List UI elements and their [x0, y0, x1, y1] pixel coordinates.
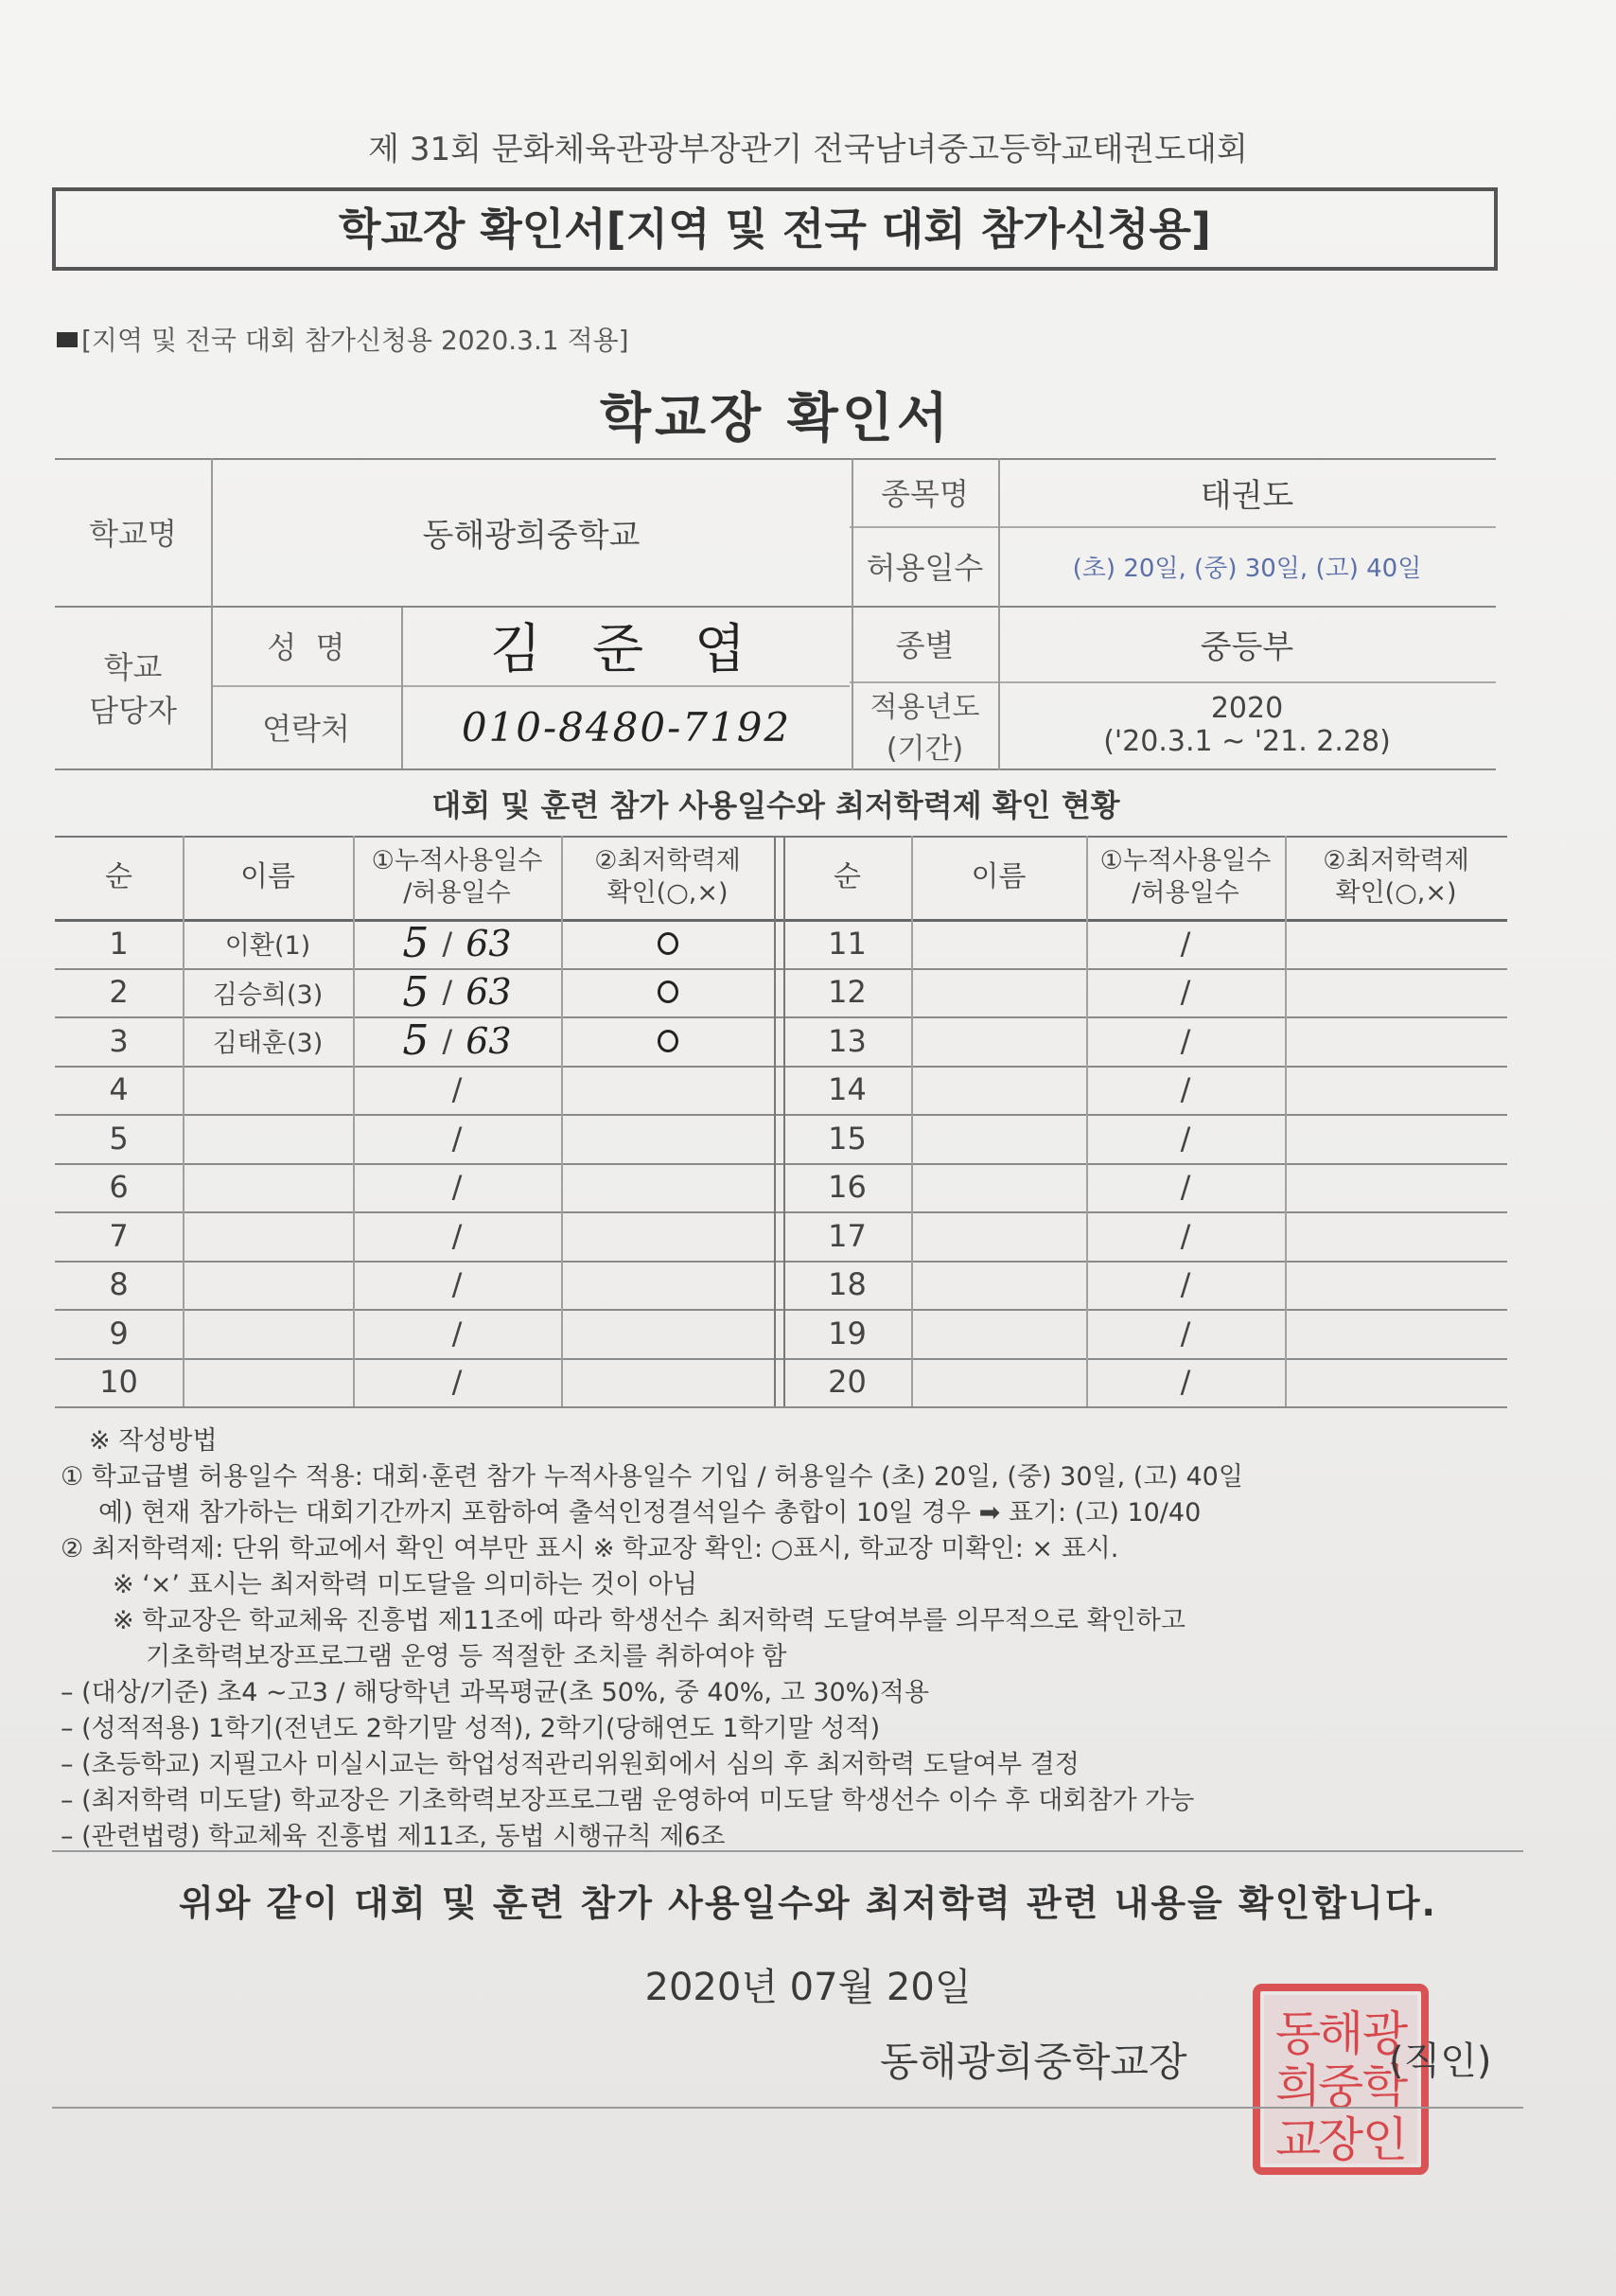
instruction-line: – (관련법령) 학교체육 진흥법 제11조, 동법 시행규칙 제6조: [61, 1822, 726, 1851]
check-cell: [561, 968, 774, 1017]
instruction-line: 예) 현재 참가하는 대회기간까지 포함하여 출석인정결석일수 총합이 10일 경우 ➡ 표기: (고) 10/40: [98, 1498, 1202, 1528]
check-cell: [1285, 1309, 1507, 1358]
document-title: 학교장 확인서: [599, 388, 953, 450]
school-name-label: 학교명: [89, 516, 177, 552]
days-cell: [353, 1066, 561, 1115]
check-cell: [1285, 1114, 1507, 1163]
issue-date: 2020년 07월 20일: [644, 1966, 972, 2009]
header-days-left-2: /허용일수: [403, 878, 511, 908]
allowed-days-value: (초) 20일, (중) 30일, (고) 40일: [1072, 554, 1422, 583]
square-bullet-icon: [57, 332, 78, 347]
check-cell: [1285, 1066, 1507, 1115]
instruction-line: – (대상/기준) 초4 ~고3 / 해당학년 과목평균(초 50%, 중 40%, 고 30%)적용: [61, 1678, 929, 1707]
student-name: [911, 1066, 1086, 1115]
row-number: 14: [828, 1071, 867, 1108]
table-top-rule: [55, 836, 1507, 838]
contact-label: 연락처: [262, 711, 350, 747]
svg-text:해: 해: [1317, 2006, 1364, 2061]
student-name: [183, 1358, 353, 1407]
days-cell: [353, 1358, 561, 1407]
slash: /: [451, 1169, 463, 1206]
principal-signature-line: 동해광희중학교장: [880, 2039, 1187, 2085]
year-label-line1: 적용년도: [869, 691, 980, 724]
student-name: [183, 1309, 353, 1358]
slash: /: [442, 925, 453, 962]
slash: /: [1180, 1217, 1191, 1254]
header-check-left-1: ②최저학력제: [594, 846, 741, 876]
instruction-line: ※ 학교장은 학교체육 진흥법 제11조에 따라 학생선수 최저학력 도달여부를 의무적으로 확인하고: [113, 1606, 1186, 1635]
event-name: 제 31회 문화체육관광부장관기 전국남녀중고등학교태권도대회: [368, 131, 1248, 168]
header-check-right-1: ②최저학력제: [1323, 846, 1469, 876]
applicable-note: [57, 320, 629, 358]
row-number: 2: [109, 974, 129, 1011]
check-cell: [1285, 1016, 1507, 1066]
check-cell: [1285, 1211, 1507, 1261]
instruction-line: – (성적적용) 1학기(전년도 2학기말 성적), 2학기(당해연도 1학기말 성적): [61, 1714, 881, 1743]
bottom-rule: [52, 2107, 1523, 2109]
slash: /: [1180, 974, 1191, 1011]
slash: /: [1180, 1315, 1191, 1351]
row-number: 5: [109, 1120, 129, 1157]
instruction-line: ※ ‘×’ 표시는 최저학력 미도달을 의미하는 것이 아님: [113, 1570, 698, 1599]
check-cell: [561, 1211, 774, 1261]
slash: /: [1180, 1364, 1191, 1401]
school-name-value: 동해광희중학교: [422, 516, 641, 555]
days-cell: [353, 1261, 561, 1310]
slash: /: [1180, 1266, 1191, 1303]
row-number: 12: [828, 974, 867, 1011]
handwritten-circle-mark: [658, 932, 678, 955]
year-value: [998, 681, 1496, 768]
svg-text:광: 광: [1361, 2006, 1409, 2061]
allowed-days: 63: [465, 922, 512, 964]
manager-label: [55, 606, 211, 768]
row-number: 16: [828, 1169, 867, 1206]
check-cell: [1285, 1261, 1507, 1310]
row-number: 3: [109, 1022, 129, 1059]
student-name: [183, 1261, 353, 1310]
student-name: [911, 1114, 1086, 1163]
student-name: [183, 1066, 353, 1115]
year-value-line1: 2020: [1210, 692, 1284, 725]
days-cell: [353, 968, 561, 1017]
svg-text:장: 장: [1317, 2112, 1364, 2167]
row-number: 7: [109, 1217, 129, 1254]
slash: /: [451, 1120, 463, 1157]
sport-value: 태권도: [1200, 476, 1294, 515]
row-number: 6: [109, 1169, 129, 1206]
used-days: 5: [402, 1016, 430, 1066]
slash: /: [1180, 1071, 1191, 1108]
check-cell: [561, 1309, 774, 1358]
days-cell: [353, 1211, 561, 1261]
slash: /: [1180, 925, 1191, 962]
manager-name-handwritten: 김 준 엽: [490, 619, 763, 680]
handwritten-circle-mark: [658, 980, 678, 1003]
header-days-left-1: ①누적사용일수: [371, 846, 543, 876]
check-cell: [561, 1114, 774, 1163]
manager-label-line2: 담당자: [89, 693, 177, 729]
svg-text:동: 동: [1274, 2006, 1322, 2061]
table-column-rule: [774, 836, 776, 1406]
instruction-line: – (초등학교) 지필고사 미실시교는 학업성적관리위원회에서 심의 후 최저학력 도달여부 결정: [61, 1750, 1080, 1779]
row-number: 4: [109, 1071, 129, 1108]
division-value: 중등부: [1200, 627, 1294, 666]
days-cell: [353, 1114, 561, 1163]
row-number: 17: [828, 1217, 867, 1254]
slash: /: [451, 1266, 463, 1303]
row-number: 1: [109, 925, 129, 962]
svg-text:인: 인: [1361, 2112, 1409, 2167]
slash: /: [442, 974, 453, 1011]
row-number: 9: [109, 1315, 129, 1351]
days-cell: [353, 1163, 561, 1212]
student-name: [183, 1114, 353, 1163]
student-name: 김승희(3): [212, 980, 324, 1010]
allowed-days-label: 허용일수: [866, 550, 984, 586]
used-days: 5: [402, 919, 430, 968]
check-cell: [1285, 1163, 1507, 1212]
row-number: 15: [828, 1120, 867, 1157]
check-cell: [561, 1358, 774, 1407]
student-name: 이환(1): [224, 931, 311, 962]
student-name: [911, 1261, 1086, 1310]
instruction-line: ② 최저학력제: 단위 학교에서 확인 여부만 표시 ※ 학교장 확인: ○표시, 학교장 미확인: × 표시.: [61, 1534, 1119, 1563]
header-check-right-2: 확인(○,×): [1335, 878, 1457, 908]
slash: /: [1180, 1022, 1191, 1059]
header-days-right-1: ①누적사용일수: [1099, 846, 1272, 876]
student-name: [911, 1358, 1086, 1407]
student-name: [183, 1163, 353, 1212]
check-cell: [1285, 968, 1507, 1017]
header-days-left: [353, 836, 561, 919]
instruction-line: 기초학력보장프로그램 운영 등 적절한 조치를 취하여야 함: [146, 1642, 787, 1671]
manager-label-line1: 학교: [103, 649, 163, 685]
year-label: [852, 681, 998, 768]
form-title-box: 학교장 확인서[지역 및 전국 대회 참가신청용]: [52, 187, 1498, 271]
name-label: 성 명: [267, 629, 345, 665]
check-cell: [561, 1163, 774, 1212]
header-name-left: 이름: [240, 860, 295, 894]
student-name: [183, 1211, 353, 1261]
year-label-line2: (기간): [886, 733, 964, 766]
header-days-right-2: /허용일수: [1132, 878, 1239, 908]
slash: /: [451, 1217, 463, 1254]
days-cell: [353, 1016, 561, 1066]
header-no-right: 순: [834, 860, 861, 894]
student-name: [911, 919, 1086, 968]
svg-text:중: 중: [1317, 2059, 1364, 2114]
slash: /: [1180, 1169, 1191, 1206]
row-number: 11: [828, 925, 867, 962]
student-name: [911, 1211, 1086, 1261]
header-days-right: [1086, 836, 1285, 919]
instruction-line: – (최저학력 미도달) 학교장은 기초학력보장프로그램 운영하여 미도달 학생선수 이수 후 대회참가 가능: [61, 1786, 1195, 1815]
slash: /: [442, 1022, 453, 1059]
slash: /: [451, 1364, 463, 1401]
slash: /: [451, 1315, 463, 1351]
check-cell: [561, 919, 774, 968]
row-number: 19: [828, 1315, 867, 1351]
student-name: [911, 1016, 1086, 1066]
row-number: 20: [828, 1364, 867, 1401]
student-name: [911, 1309, 1086, 1358]
student-name: [911, 968, 1086, 1017]
contact-handwritten: 010-8480-7192: [461, 703, 792, 751]
table-row-rule: [55, 1406, 1507, 1408]
row-number: 18: [828, 1266, 867, 1303]
check-cell: [1285, 919, 1507, 968]
confirmation-statement: 위와 같이 대회 및 훈련 참가 사용일수와 최저학력 관련 내용을 확인합니다.: [179, 1882, 1437, 1924]
student-name: [911, 1163, 1086, 1212]
header-check-left-2: 확인(○,×): [606, 878, 729, 908]
days-cell: [353, 919, 561, 968]
year-value-line2: ('20.3.1 ~ '21. 2.28): [1103, 725, 1391, 758]
sport-label: 종목명: [881, 476, 969, 512]
row-number: 8: [109, 1266, 129, 1303]
slash: /: [1180, 1120, 1191, 1157]
student-name: 김태훈(3): [212, 1029, 324, 1059]
header-no-left: 순: [105, 860, 132, 894]
check-cell: [561, 1261, 774, 1310]
check-cell: [561, 1016, 774, 1066]
row-number: 13: [828, 1022, 867, 1059]
check-cell: [561, 1066, 774, 1115]
allowed-days: 63: [465, 1019, 512, 1062]
svg-text:학: 학: [1361, 2059, 1409, 2114]
seal-label: (직인): [1389, 2040, 1492, 2083]
header-check-left: [561, 836, 774, 919]
allowed-days: 63: [465, 971, 512, 1014]
info-table: [55, 458, 1496, 770]
row-number: 10: [99, 1364, 138, 1401]
handwritten-circle-mark: [658, 1030, 678, 1052]
header-name-right: 이름: [971, 860, 1027, 894]
slash: /: [451, 1071, 463, 1108]
divider: [52, 1850, 1523, 1852]
used-days: 5: [402, 967, 430, 1016]
svg-text:희: 희: [1274, 2059, 1322, 2114]
check-cell: [1285, 1358, 1507, 1407]
division-label: 종별: [895, 627, 955, 663]
participation-table: [55, 836, 1507, 1406]
status-section-title: 대회 및 훈련 참가 사용일수와 최저학력제 확인 현황: [431, 787, 1120, 823]
applicable-note-text: [지역 및 전국 대회 참가신청용 2020.3.1 적용]: [81, 325, 629, 356]
svg-text:교: 교: [1274, 2112, 1322, 2167]
header-check-right: [1285, 836, 1507, 919]
days-cell: [353, 1309, 561, 1358]
instructions-heading: ※ 작성방법: [89, 1426, 218, 1456]
instruction-line: ① 학교급별 허용일수 적용: 대회·훈련 참가 누적사용일수 기입 / 허용일수 (초) 20일, (중) 30일, (고) 40일: [61, 1462, 1243, 1492]
